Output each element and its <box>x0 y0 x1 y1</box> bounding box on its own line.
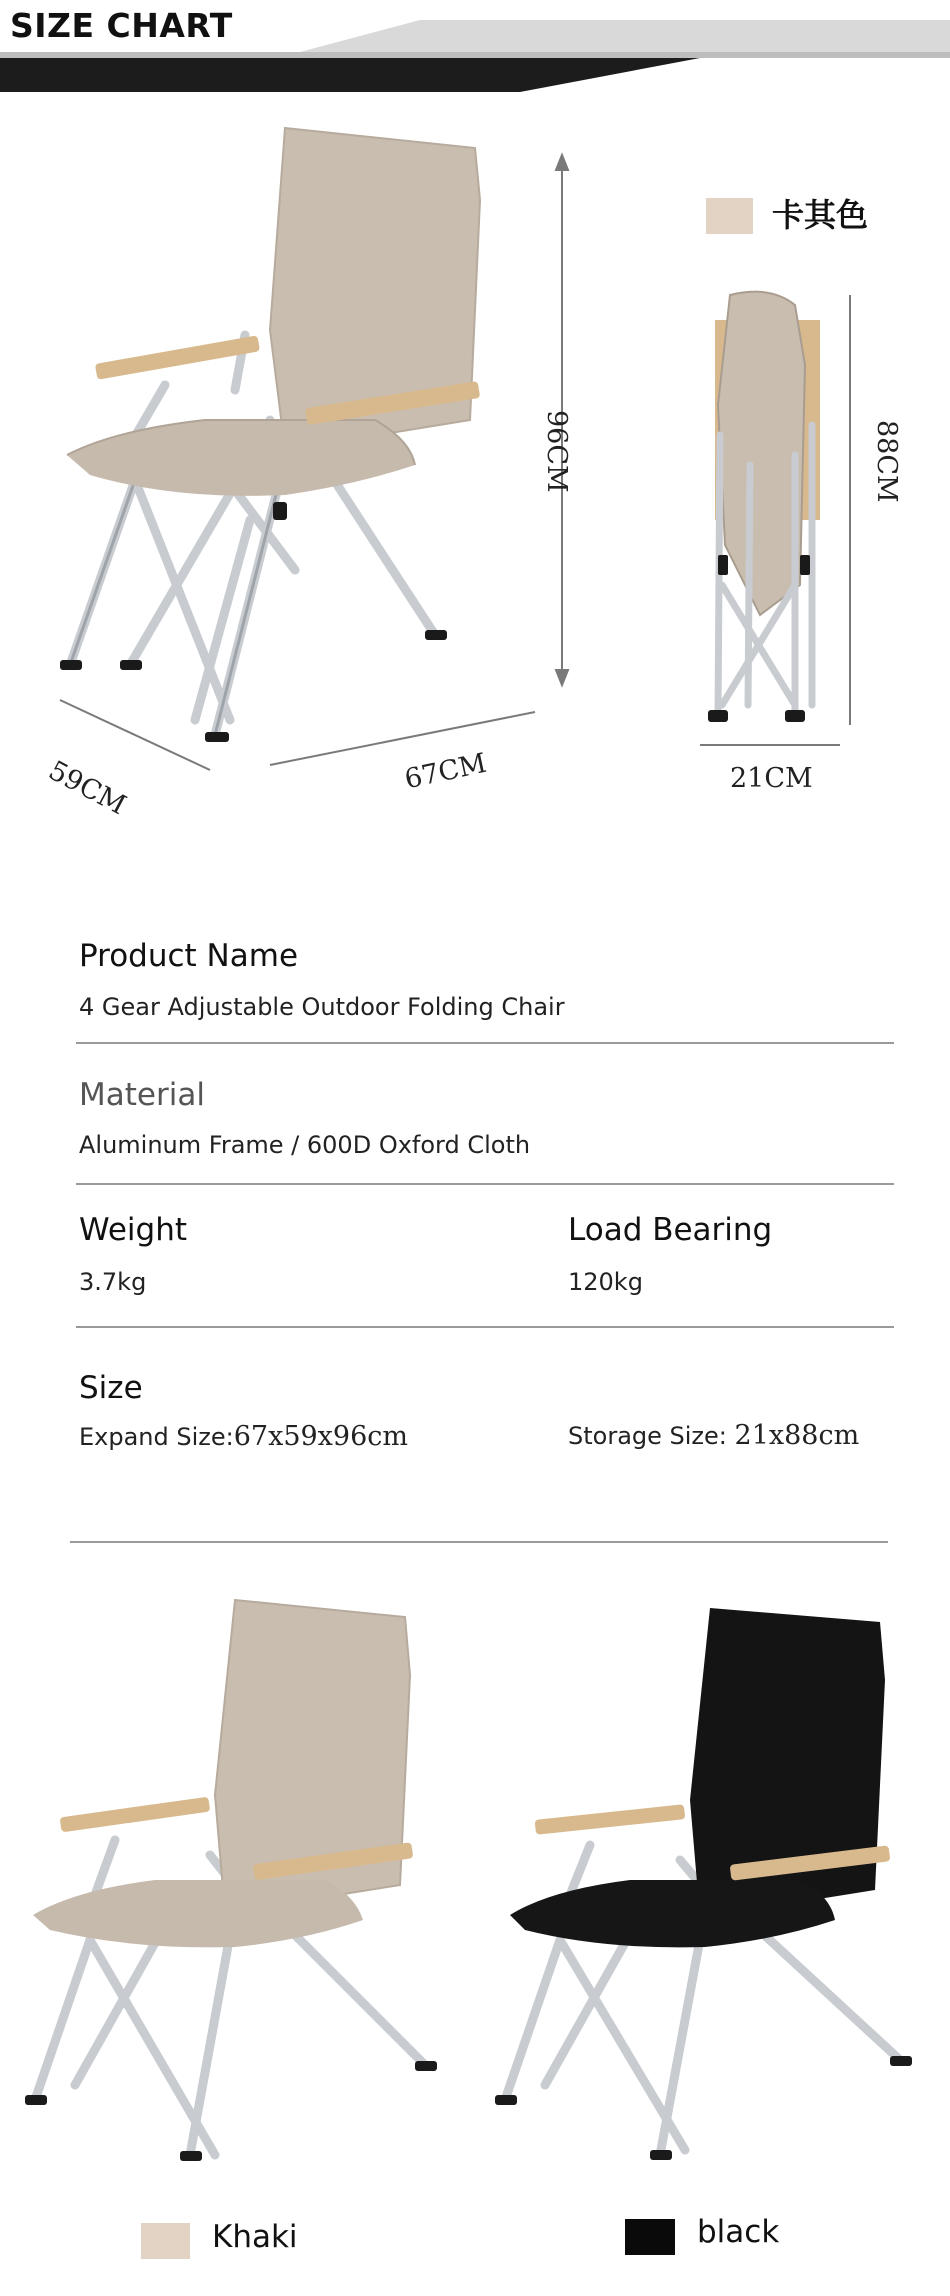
storage-size-value: 21x88cm <box>734 1420 860 1451</box>
expand-size-prefix: Expand Size: <box>79 1423 234 1451</box>
divider <box>76 1183 894 1185</box>
height-folded-label: 88CM <box>871 420 902 503</box>
divider <box>76 1042 894 1044</box>
load-bearing-value: 120kg <box>568 1268 643 1296</box>
divider <box>76 1326 894 1328</box>
storage-size <box>568 1420 859 1451</box>
divider <box>70 1541 888 1543</box>
khaki-color-label[interactable]: Khaki <box>212 2219 298 2255</box>
depth-label: 59CM <box>43 755 131 822</box>
black-chair-image <box>495 1600 915 2180</box>
size-label: Size <box>79 1370 143 1406</box>
height-unfolded-label: 96CM <box>541 410 572 493</box>
material-value: Aluminum Frame / 600D Oxford Cloth <box>79 1131 531 1159</box>
color-name-label: 卡其色 <box>772 196 869 234</box>
khaki-swatch <box>706 198 753 234</box>
storage-size-prefix: Storage Size: <box>568 1422 735 1450</box>
black-color-label[interactable]: black <box>697 2214 780 2250</box>
chair-folded-image <box>700 285 840 735</box>
weight-label: Weight <box>79 1212 188 1248</box>
expand-size-value: 67x59x96cm <box>233 1421 408 1452</box>
khaki-chair-image <box>25 1595 445 2175</box>
material-label: Material <box>79 1077 205 1113</box>
expand-size <box>79 1421 408 1452</box>
khaki-color-swatch[interactable] <box>141 2223 190 2259</box>
black-color-swatch[interactable] <box>625 2219 675 2255</box>
product-name-value: 4 Gear Adjustable Outdoor Folding Chair <box>79 993 565 1021</box>
width-folded-label: 21CM <box>730 763 813 794</box>
product-name-label: Product Name <box>79 938 299 974</box>
load-bearing-label: Load Bearing <box>568 1212 773 1248</box>
width-label: 67CM <box>402 747 490 796</box>
weight-value: 3.7kg <box>79 1268 147 1296</box>
page-title: SIZE CHART <box>10 6 233 45</box>
